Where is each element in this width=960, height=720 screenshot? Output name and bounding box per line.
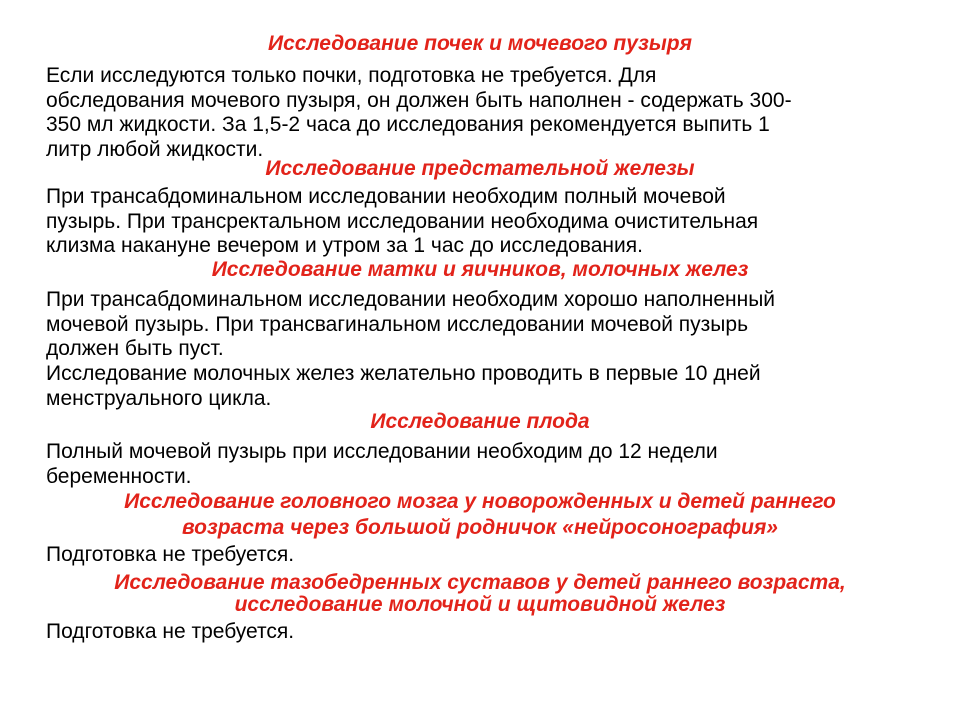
section-text-kidneys: Если исследуются только почки, подготовка не требуется. Для обследования мочевого пузыря, он должен быть наполнен - содержать 300- 350 мл жидкости. За 1,5-2 часа до исследования рекомендуется выпить 1 литр любой жидкости.	[46, 64, 792, 161]
section-text-hip-thyroid: Подготовка не требуется.	[46, 620, 295, 643]
section-text-uterus: При трансабдоминальном исследовании необходим хорошо наполненный мочевой пузырь. При трансвагинальном исследовании мочевой пузырь должен быть пуст.	[46, 288, 776, 360]
section-text-neurosonography: Подготовка не требуется.	[46, 543, 295, 566]
section-text-fetus: Полный мочевой пузырь при исследовании необходим до 12 недели беременности.	[46, 440, 718, 488]
section-heading-uterus: Исследование матки и яичников, молочных желез	[211, 258, 749, 281]
section-heading-neurosonography: Исследование головного мозга у новорожденных и детей раннего возраста через большой родничок «нейросонография»	[124, 490, 836, 539]
section-heading-hip-thyroid: Исследование тазобедренных суставов у детей раннего возраста, исследование молочной и щитовидной желез	[114, 571, 846, 616]
section-text-breast: Исследование молочных желез желательно проводить в первые 10 дней менструального цикла.	[46, 362, 761, 410]
section-heading-kidneys: Исследование почек и мочевого пузыря	[268, 32, 692, 55]
section-heading-fetus: Исследование плода	[370, 410, 590, 433]
section-heading-prostate: Исследование предстательной железы	[265, 157, 695, 180]
section-text-prostate: При трансабдоминальном исследовании необходим полный мочевой пузырь. При трансректальном исследовании необходима очистительная клизма накануне вечером и утром за 1 час до исследования.	[46, 185, 759, 257]
